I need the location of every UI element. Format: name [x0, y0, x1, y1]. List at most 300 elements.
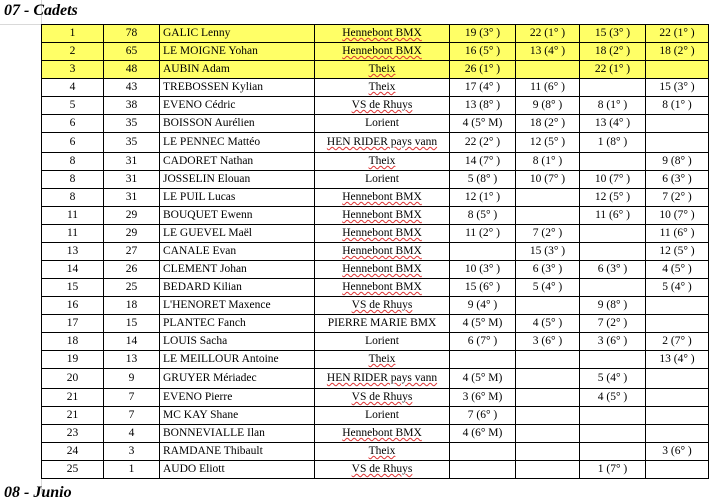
table-row	[42, 115, 709, 133]
round-1-cell-text: 12 (1° )	[464, 191, 501, 203]
round-3-cell-text: 22 (1° )	[594, 63, 631, 75]
round-3-cell	[580, 261, 646, 279]
points-cell-text: 43	[125, 81, 138, 93]
club-cell	[315, 61, 450, 79]
round-3-cell	[580, 279, 646, 297]
rank-cell	[42, 315, 104, 333]
round-1-cell	[450, 153, 516, 171]
club-cell-text: HEN RIDER pays vann	[326, 372, 438, 384]
round-3-cell-text: 10 (7° )	[594, 173, 631, 185]
table-row	[42, 351, 709, 369]
club-cell	[315, 261, 450, 279]
rank-cell-text: 20	[66, 372, 79, 384]
round-1-cell	[450, 407, 516, 425]
rider-name-cell	[160, 115, 315, 133]
rank-cell	[42, 425, 104, 443]
points-cell	[104, 279, 160, 297]
club-cell	[315, 79, 450, 97]
round-1-cell	[450, 207, 516, 225]
points-cell-text: 4	[128, 427, 135, 439]
club-cell	[315, 461, 450, 479]
round-4-cell-text: 11 (6° )	[659, 227, 695, 239]
round-3-cell	[580, 133, 646, 153]
round-1-cell-text: 4 (5° M)	[462, 317, 503, 329]
rank-cell	[42, 261, 104, 279]
round-4-cell	[646, 279, 709, 297]
rider-name-cell-text: AUDO Eliott	[163, 463, 225, 475]
round-2-cell-text: 12 (5° )	[529, 136, 566, 148]
round-4-cell-text: 3 (6° )	[662, 445, 692, 457]
round-2-cell	[516, 61, 580, 79]
round-2-cell-text: 5 (4° )	[532, 281, 563, 293]
table-row	[42, 171, 709, 189]
rider-name-cell-text: PLANTEC Fanch	[163, 317, 246, 329]
round-2-cell	[516, 297, 580, 315]
club-cell	[315, 369, 450, 389]
table-row	[42, 407, 709, 425]
round-4-cell	[646, 171, 709, 189]
round-3-cell	[580, 351, 646, 369]
table-row	[42, 25, 709, 43]
club-cell-text: VS de Rhuys	[351, 463, 413, 475]
round-2-cell	[516, 279, 580, 297]
round-3-cell	[580, 315, 646, 333]
round-1-cell	[450, 133, 516, 153]
round-4-cell	[646, 443, 709, 461]
club-cell	[315, 425, 450, 443]
rider-name-cell-text: MC KAY Shane	[163, 409, 239, 421]
round-4-cell	[646, 243, 709, 261]
round-2-cell-text: 7 (2° )	[532, 227, 563, 239]
round-1-cell-text: 13 (8° )	[464, 99, 501, 111]
rider-name-cell	[160, 407, 315, 425]
club-cell-text: VS de Rhuys	[351, 99, 413, 111]
rank-cell-text: 6	[69, 136, 76, 148]
points-cell-text: 7	[128, 391, 135, 403]
rank-cell	[42, 189, 104, 207]
rider-name-cell-text: LOUIS Sacha	[163, 335, 228, 347]
rider-name-cell	[160, 133, 315, 153]
round-1-cell-text: 17 (4° )	[464, 81, 501, 93]
points-cell	[104, 225, 160, 243]
club-cell	[315, 153, 450, 171]
club-cell-text: Lorient	[365, 117, 399, 129]
table-row	[42, 279, 709, 297]
round-1-cell	[450, 225, 516, 243]
round-4-cell	[646, 115, 709, 133]
round-4-cell-text: 13 (4° )	[659, 353, 695, 365]
club-cell-text: Theix	[368, 155, 396, 167]
rider-name-cell	[160, 297, 315, 315]
rider-name-cell-text: BONNEVIALLE Ilan	[163, 427, 265, 439]
round-2-cell-text: 6 (3° )	[532, 263, 563, 275]
rank-cell-text: 21	[66, 409, 79, 421]
points-cell	[104, 133, 160, 153]
rank-cell	[42, 25, 104, 43]
round-4-cell	[646, 389, 709, 407]
club-cell	[315, 25, 450, 43]
points-cell	[104, 425, 160, 443]
points-cell-text: 15	[125, 317, 138, 329]
rider-name-cell-text: CLEMENT Johan	[163, 263, 247, 275]
rider-name-cell-text: TREBOSSEN Kylian	[163, 81, 263, 93]
club-cell-text: Lorient	[365, 173, 399, 185]
points-cell	[104, 407, 160, 425]
round-3-cell-text: 4 (5° )	[597, 391, 628, 403]
round-2-cell	[516, 351, 580, 369]
rank-cell	[42, 97, 104, 115]
round-1-cell	[450, 351, 516, 369]
round-1-cell-text: 5 (8° )	[467, 173, 498, 185]
round-3-cell	[580, 153, 646, 171]
round-1-cell	[450, 315, 516, 333]
rider-name-cell	[160, 25, 315, 43]
rider-name-cell	[160, 207, 315, 225]
rider-name-cell	[160, 261, 315, 279]
round-3-cell-text: 6 (3° )	[597, 263, 628, 275]
round-2-cell	[516, 171, 580, 189]
table-row	[42, 153, 709, 171]
rider-name-cell-text: BEDARD Kilian	[163, 281, 242, 293]
points-cell	[104, 443, 160, 461]
points-cell	[104, 153, 160, 171]
rider-name-cell-text: LE GUEVEL Maël	[163, 227, 252, 239]
round-2-cell	[516, 97, 580, 115]
round-1-cell-text: 4 (6° M)	[462, 427, 503, 439]
points-cell	[104, 243, 160, 261]
rider-name-cell	[160, 61, 315, 79]
round-3-cell	[580, 61, 646, 79]
points-cell	[104, 43, 160, 61]
round-1-cell	[450, 25, 516, 43]
points-cell-text: 78	[125, 27, 138, 39]
round-2-cell	[516, 369, 580, 389]
rank-cell-text: 8	[69, 155, 76, 167]
table-row	[42, 189, 709, 207]
points-cell	[104, 461, 160, 479]
round-1-cell	[450, 425, 516, 443]
round-4-cell	[646, 425, 709, 443]
points-cell	[104, 207, 160, 225]
table-row	[42, 97, 709, 115]
points-cell-text: 27	[125, 245, 138, 257]
round-4-cell	[646, 261, 709, 279]
club-cell	[315, 171, 450, 189]
rank-cell-text: 6	[69, 117, 76, 129]
rank-cell	[42, 369, 104, 389]
rider-name-cell-text: LE MEILLOUR Antoine	[163, 353, 279, 365]
club-cell-text: Theix	[368, 353, 396, 365]
round-1-cell	[450, 443, 516, 461]
round-1-cell	[450, 43, 516, 61]
round-4-cell	[646, 97, 709, 115]
round-4-cell	[646, 61, 709, 79]
round-3-cell-text: 3 (6° )	[597, 335, 628, 347]
points-cell	[104, 189, 160, 207]
round-3-cell-text: 1 (8° )	[597, 136, 628, 148]
points-cell-text: 3	[128, 445, 135, 457]
round-2-cell	[516, 189, 580, 207]
round-4-cell-text: 6 (3° )	[662, 173, 692, 185]
round-1-cell	[450, 61, 516, 79]
round-2-cell-text: 22 (1° )	[529, 27, 566, 39]
points-cell	[104, 97, 160, 115]
round-3-cell	[580, 25, 646, 43]
round-4-cell	[646, 133, 709, 153]
table-row	[42, 261, 709, 279]
points-cell-text: 35	[125, 136, 138, 148]
rank-cell	[42, 279, 104, 297]
rider-name-cell	[160, 243, 315, 261]
table-row	[42, 43, 709, 61]
rider-name-cell	[160, 333, 315, 351]
round-2-cell	[516, 225, 580, 243]
points-cell-text: 31	[125, 191, 138, 203]
rank-cell-text: 5	[69, 99, 76, 111]
rider-name-cell-text: EVENO Pierre	[163, 391, 233, 403]
club-cell-text: Hennebont BMX	[342, 45, 422, 57]
rider-name-cell-text: CADORET Nathan	[163, 155, 254, 167]
rider-name-cell-text: GALIC Lenny	[163, 27, 231, 39]
round-4-cell-text: 5 (4° )	[662, 281, 692, 293]
points-cell-text: 29	[125, 209, 138, 221]
round-2-cell-text: 10 (7° )	[529, 173, 566, 185]
rank-cell-text: 23	[66, 427, 79, 439]
rank-cell-text: 1	[69, 27, 76, 39]
section-title: 07 - Cadets	[4, 2, 78, 19]
rider-name-cell	[160, 279, 315, 297]
round-3-cell	[580, 407, 646, 425]
rider-name-cell-text: LE PUIL Lucas	[163, 191, 236, 203]
points-cell-text: 9	[128, 372, 135, 384]
round-4-cell	[646, 333, 709, 351]
rank-cell-text: 21	[66, 391, 79, 403]
rider-name-cell-text: EVENO Cédric	[163, 99, 236, 111]
round-1-cell-text: 11 (2° )	[465, 227, 500, 239]
rank-cell-text: 14	[66, 263, 79, 275]
round-3-cell-text: 12 (5° )	[594, 191, 631, 203]
round-2-cell	[516, 133, 580, 153]
round-2-cell	[516, 443, 580, 461]
rank-cell	[42, 443, 104, 461]
round-2-cell-text: 11 (6° )	[530, 81, 565, 93]
points-cell-text: 25	[125, 281, 138, 293]
round-1-cell-text: 4 (5° M)	[462, 117, 503, 129]
round-4-cell-text: 15 (3° )	[659, 81, 695, 93]
points-cell-text: 14	[125, 335, 138, 347]
club-cell-text: Hennebont BMX	[342, 191, 422, 203]
rank-cell	[42, 171, 104, 189]
table-row	[42, 297, 709, 315]
rank-cell-text: 18	[66, 335, 79, 347]
round-3-cell	[580, 389, 646, 407]
points-cell-text: 31	[125, 173, 138, 185]
table-row	[42, 207, 709, 225]
club-cell	[315, 389, 450, 407]
rank-cell-text: 11	[66, 227, 79, 239]
table-row	[42, 133, 709, 153]
points-cell	[104, 351, 160, 369]
rank-cell-text: 13	[66, 245, 79, 257]
round-2-cell	[516, 43, 580, 61]
round-2-cell-text: 3 (6° )	[532, 335, 563, 347]
club-cell	[315, 97, 450, 115]
table-row	[42, 369, 709, 389]
rank-cell-text: 17	[66, 317, 79, 329]
rider-name-cell	[160, 97, 315, 115]
round-3-cell	[580, 425, 646, 443]
points-cell-text: 31	[125, 155, 138, 167]
club-cell-text: VS de Rhuys	[351, 391, 413, 403]
rank-cell	[42, 389, 104, 407]
rank-cell	[42, 407, 104, 425]
round-1-cell-text: 6 (7° )	[467, 335, 498, 347]
points-cell	[104, 261, 160, 279]
round-2-cell	[516, 389, 580, 407]
round-3-cell	[580, 97, 646, 115]
round-2-cell	[516, 207, 580, 225]
round-3-cell-text: 5 (4° )	[597, 372, 628, 384]
rank-cell-text: 24	[66, 445, 79, 457]
round-3-cell	[580, 243, 646, 261]
rank-cell	[42, 225, 104, 243]
rider-name-cell	[160, 43, 315, 61]
table-row	[42, 243, 709, 261]
club-cell	[315, 43, 450, 61]
round-3-cell-text: 8 (1° )	[597, 99, 628, 111]
round-4-cell-text: 12 (5° )	[659, 245, 695, 257]
round-2-cell	[516, 115, 580, 133]
rank-cell	[42, 153, 104, 171]
table-row	[42, 461, 709, 479]
rider-name-cell-text: LE MOIGNE Yohan	[163, 45, 258, 57]
club-cell	[315, 243, 450, 261]
round-2-cell	[516, 315, 580, 333]
rider-name-cell	[160, 425, 315, 443]
round-1-cell	[450, 461, 516, 479]
points-cell	[104, 171, 160, 189]
round-2-cell	[516, 425, 580, 443]
round-1-cell	[450, 261, 516, 279]
rank-cell-text: 11	[66, 209, 79, 221]
rider-name-cell-text: AUBIN Adam	[163, 63, 230, 75]
round-1-cell	[450, 115, 516, 133]
round-1-cell	[450, 171, 516, 189]
club-cell-text: Hennebont BMX	[342, 27, 422, 39]
round-3-cell	[580, 333, 646, 351]
round-3-cell	[580, 115, 646, 133]
round-2-cell	[516, 79, 580, 97]
round-1-cell	[450, 97, 516, 115]
round-4-cell	[646, 315, 709, 333]
round-3-cell-text: 13 (4° )	[594, 117, 631, 129]
club-cell-text: Hennebont BMX	[342, 427, 422, 439]
rank-cell-text: 16	[66, 299, 79, 311]
rank-cell-text: 2	[69, 45, 76, 57]
club-cell	[315, 351, 450, 369]
rank-cell	[42, 243, 104, 261]
round-2-cell	[516, 261, 580, 279]
points-cell	[104, 61, 160, 79]
round-4-cell-text: 2 (7° )	[662, 335, 692, 347]
points-cell-text: 13	[125, 353, 138, 365]
round-2-cell	[516, 153, 580, 171]
club-cell	[315, 333, 450, 351]
round-2-cell	[516, 333, 580, 351]
round-3-cell-text: 9 (8° )	[597, 299, 628, 311]
round-4-cell	[646, 79, 709, 97]
club-cell	[315, 115, 450, 133]
club-cell	[315, 207, 450, 225]
club-cell-text: Lorient	[365, 409, 399, 421]
results-table	[41, 24, 709, 479]
rank-cell-text: 19	[66, 353, 79, 365]
points-cell	[104, 315, 160, 333]
round-1-cell-text: 14 (7° )	[464, 155, 501, 167]
rider-name-cell	[160, 153, 315, 171]
round-1-cell-text: 8 (5° )	[467, 209, 498, 221]
rank-cell-text: 15	[66, 281, 79, 293]
round-1-cell-text: 15 (6° )	[464, 281, 501, 293]
round-3-cell-text: 15 (3° )	[594, 27, 631, 39]
round-1-cell	[450, 189, 516, 207]
club-cell	[315, 189, 450, 207]
round-3-cell	[580, 443, 646, 461]
round-1-cell-text: 3 (6° M)	[462, 391, 503, 403]
rider-name-cell-text: JOSSELIN Elouan	[163, 173, 251, 185]
round-1-cell	[450, 297, 516, 315]
rider-name-cell-text: BOISSON Aurélien	[163, 117, 255, 129]
rider-name-cell-text: CANALE Evan	[163, 245, 237, 257]
round-1-cell	[450, 369, 516, 389]
points-cell	[104, 389, 160, 407]
club-cell	[315, 297, 450, 315]
round-3-cell	[580, 369, 646, 389]
round-1-cell-text: 9 (4° )	[467, 299, 498, 311]
club-cell	[315, 133, 450, 153]
round-3-cell-text: 1 (7° )	[597, 463, 628, 475]
points-cell-text: 18	[125, 299, 138, 311]
club-cell-text: Hennebont BMX	[342, 281, 422, 293]
club-cell	[315, 443, 450, 461]
round-1-cell-text: 10 (3° )	[464, 263, 501, 275]
round-1-cell	[450, 79, 516, 97]
round-1-cell-text: 22 (2° )	[464, 136, 501, 148]
club-cell-text: Theix	[368, 445, 396, 457]
rider-name-cell-text: GRUYER Mériadec	[163, 372, 257, 384]
points-cell-text: 48	[125, 63, 138, 75]
round-2-cell-text: 8 (1° )	[532, 155, 563, 167]
rank-cell	[42, 61, 104, 79]
round-4-cell	[646, 43, 709, 61]
round-2-cell-text: 18 (2° )	[529, 117, 566, 129]
points-cell-text: 65	[125, 45, 138, 57]
round-4-cell	[646, 189, 709, 207]
round-4-cell-text: 22 (1° )	[659, 27, 695, 39]
round-1-cell-text: 4 (5° M)	[462, 372, 503, 384]
points-cell	[104, 115, 160, 133]
rider-name-cell	[160, 189, 315, 207]
round-3-cell	[580, 225, 646, 243]
round-3-cell-text: 18 (2° )	[594, 45, 631, 57]
club-cell-text: Theix	[368, 81, 396, 93]
points-cell	[104, 333, 160, 351]
rank-cell	[42, 115, 104, 133]
rank-cell-text: 3	[69, 63, 76, 75]
club-cell-text: Lorient	[365, 335, 399, 347]
rider-name-cell	[160, 389, 315, 407]
rank-cell	[42, 297, 104, 315]
